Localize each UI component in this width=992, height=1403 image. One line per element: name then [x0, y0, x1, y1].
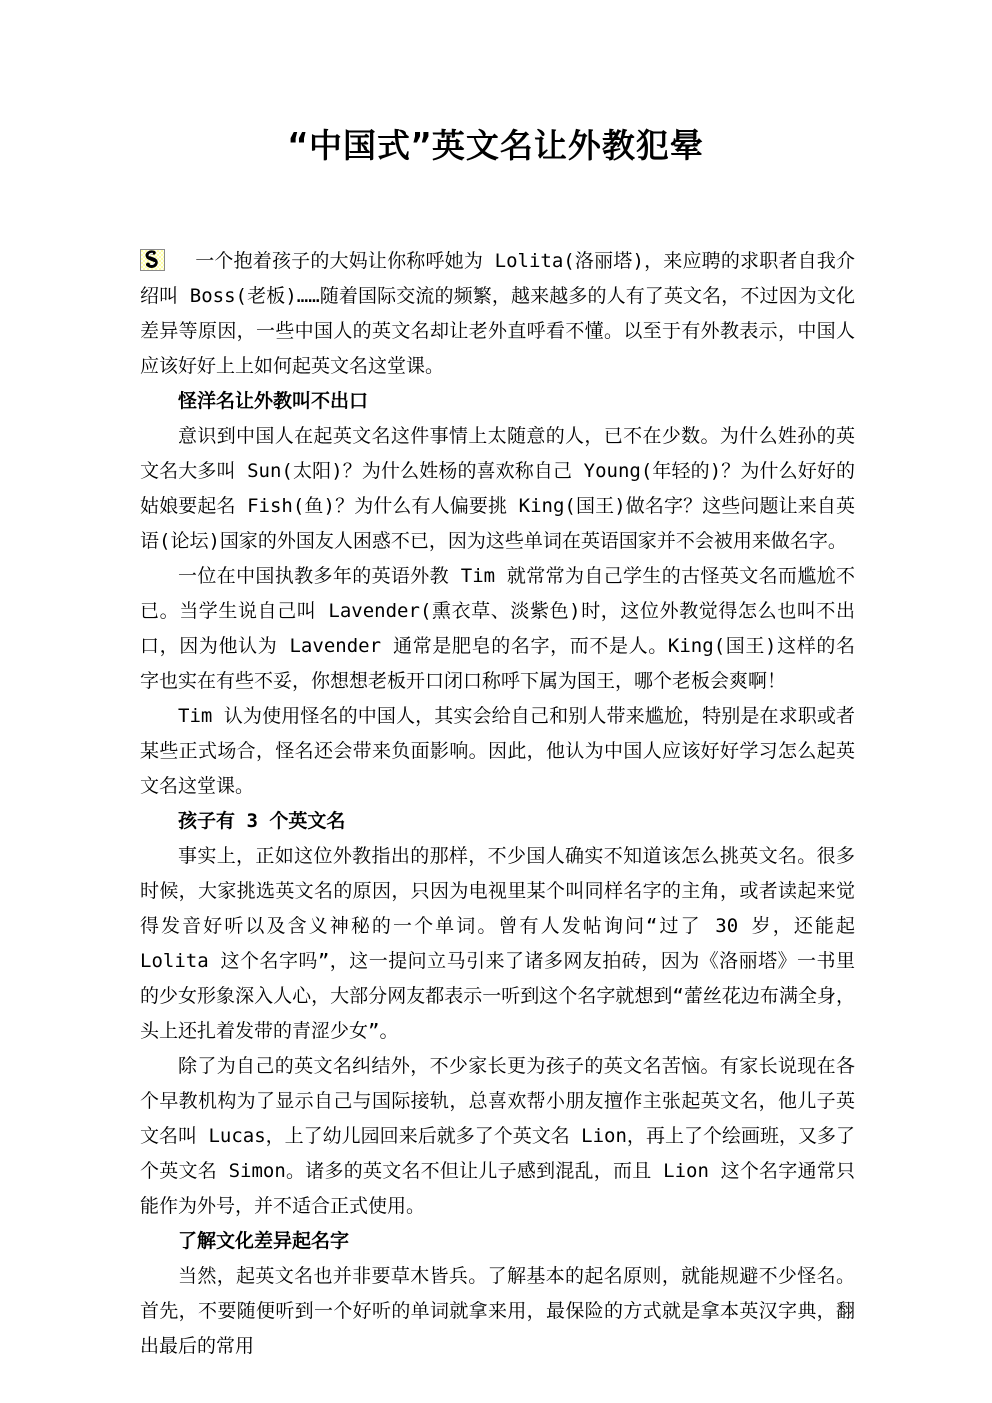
paragraph: 当然，起英文名也并非要草木皆兵。了解基本的起名原则，就能规避不少怪名。首先，不要随便听到一个好听的单词就拿来用，最保险的方式就是拿本英汉字典，翻出最后的常用 — [140, 1265, 855, 1357]
object-anchor-icon — [140, 249, 165, 271]
section-heading: 了解文化差异起名字 — [178, 1230, 350, 1252]
section-heading: 孩子有 3 个英文名 — [178, 810, 346, 832]
paragraph: 一位在中国执教多年的英语外教 Tim 就常常为自己学生的古怪英文名而尴尬不已。当学生说自己叫 Lavender(熏衣草、淡紫色)时，这位外教觉得怎么也叫不出口，因为他认为 Lavender 通常是肥皂的名字，而不是人。King(国王)这样的名字也实在有些不妥，你想想老板开口闭口称呼下属为国王，哪个老板会爽啊！ — [140, 565, 855, 692]
paragraph: 除了为自己的英文名纠结外，不少家长更为孩子的英文名苦恼。有家长说现在各个早教机构为了显示自己与国际接轨，总喜欢帮小朋友擅作主张起英文名，他儿子英文名叫 Lucas，上了幼儿园回来后就多了个英文名 Lion，再上了个绘画班，又多了个英文名 Simon。诸多的英文名不但让儿子感到混乱，而且 Lion 这个名字通常只能作为外号，并不适合正式使用。 — [140, 1055, 855, 1217]
paragraph: 事实上，正如这位外教指出的那样，不少国人确实不知道该怎么挑英文名。很多时候，大家挑选英文名的原因，只因为电视里某个叫同样名字的主角，或者读起来觉得发音好听以及含义神秘的一个单词。曾有人发帖询问“过了 30 岁，还能起 Lolita 这个名字吗”，这一提问立马引来了诸多网友拍砖，因为《洛丽塔》一书里的少女形象深入人心，大部分网友都表示一听到这个名字就想到“蕾丝花边布满全身，头上还扎着发带的青涩少女”。 — [140, 845, 855, 1042]
paragraph: Tim 认为使用怪名的中国人，其实会给自己和别人带来尴尬，特别是在求职或者某些正式场合，怪名还会带来负面影响。因此，他认为中国人应该好好学习怎么起英文名这堂课。 — [140, 705, 855, 797]
paragraph: 意识到中国人在起英文名这件事情上太随意的人，已不在少数。为什么姓孙的英文名大多叫 Sun(太阳)？为什么姓杨的喜欢称自己 Young(年轻的)？为什么好好的姑娘要起名 Fish(鱼)？为什么有人偏要挑 King(国王)做名字？这些问题让来自英语(论坛)国家的外国友人困惑不已，因为这些单词在英语国家并不会被用来做名字。 — [140, 425, 855, 552]
article-body — [140, 244, 855, 1364]
document-title: “中国式”英文名让外教犯晕 — [288, 126, 704, 165]
paragraph — [140, 244, 855, 384]
paragraph-text: 一个抱着孩子的大妈让你称呼她为 Lolita(洛丽塔)，来应聘的求职者自我介绍叫 Boss(老板)……随着国际交流的频繁，越来越多的人有了英文名，不过因为文化差异等原因，一些中国人的英文名却让老外直呼看不懂。以至于有外教表示，中国人应该好好上上如何起英文名这堂课。 — [140, 250, 855, 377]
section-heading: 怪洋名让外教叫不出口 — [178, 390, 369, 412]
